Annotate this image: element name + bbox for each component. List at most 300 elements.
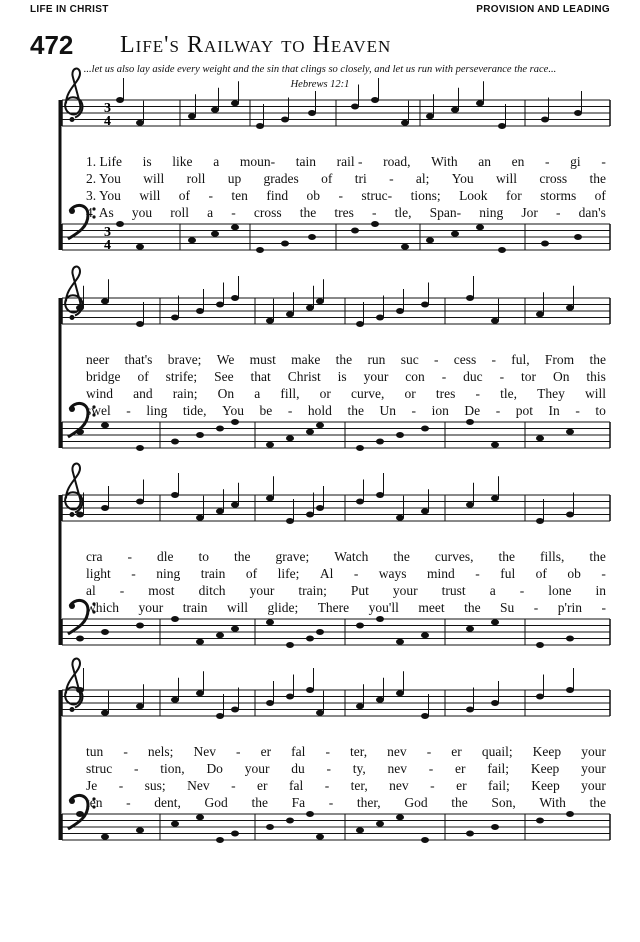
- lyric-syllable: the: [589, 795, 606, 810]
- lyric-syllable: fail;: [488, 778, 510, 793]
- lyric-syllable: Put: [350, 583, 369, 598]
- note: [316, 422, 324, 428]
- lyric-syllable: your: [581, 778, 606, 793]
- lyric-syllable: -: [556, 205, 561, 220]
- section-header: LIFE IN CHRIST: [30, 4, 109, 15]
- note: [136, 827, 144, 833]
- note: [316, 505, 324, 511]
- lyric-syllable: p'rin: [557, 600, 582, 615]
- lyric-syllable: tres: [334, 205, 354, 220]
- lyric-line-system-2-verse-4: [86, 403, 606, 419]
- lyric-syllable: pot: [515, 403, 533, 418]
- lyric-syllable: tun: [86, 744, 104, 759]
- note: [536, 642, 544, 648]
- lyric-syllable: a: [254, 386, 261, 401]
- note: [426, 237, 434, 243]
- note: [306, 429, 314, 435]
- note: [536, 818, 544, 824]
- lyric-line-system-1-verse-3: [86, 188, 606, 204]
- note: [466, 707, 474, 713]
- lyric-syllable: of: [594, 188, 606, 203]
- lyric-syllable: in: [595, 583, 606, 598]
- lyric-syllable: neer: [86, 352, 110, 367]
- note: [566, 429, 574, 435]
- note: [498, 247, 506, 253]
- note: [76, 811, 84, 817]
- note: [356, 623, 364, 629]
- lyric-syllable: of: [137, 369, 149, 384]
- lyric-syllable: -: [601, 566, 606, 581]
- lyric-syllable: -: [533, 600, 539, 615]
- lyric-syllable: They: [537, 386, 565, 401]
- lyric-syllable: fill,: [280, 386, 300, 401]
- note: [491, 619, 499, 625]
- lyric-syllable: mind: [427, 566, 455, 581]
- note: [466, 626, 474, 632]
- lyric-syllable: tres: [435, 386, 456, 401]
- note: [356, 499, 364, 505]
- lyric-syllable: al: [86, 583, 96, 598]
- lyric-syllable: suc: [400, 352, 419, 367]
- note: [196, 690, 204, 696]
- lyric-line-system-4-verse-4: [86, 795, 606, 811]
- lyric-syllable: -: [433, 352, 439, 367]
- lyric-syllable: -: [236, 744, 241, 759]
- lyric-syllable: strife;: [165, 369, 198, 384]
- note: [491, 442, 499, 448]
- note: [396, 639, 404, 645]
- lyric-syllable: cross: [539, 171, 568, 186]
- lyric-syllable: find: [266, 188, 289, 203]
- note: [491, 824, 499, 830]
- lyric-syllable: al;: [415, 171, 430, 186]
- lyric-syllable: ling: [146, 403, 168, 418]
- lyric-syllable: ful,: [511, 352, 530, 367]
- note: [396, 814, 404, 820]
- hymn-number: 472: [30, 30, 74, 60]
- lyric-syllable: ten: [86, 795, 103, 810]
- note: [216, 837, 224, 843]
- note: [286, 642, 294, 648]
- note: [491, 495, 499, 501]
- lyric-syllable: will: [496, 171, 518, 186]
- lyric-syllable: and: [133, 386, 153, 401]
- note: [196, 308, 204, 314]
- note: [101, 422, 109, 428]
- lyric-syllable: train: [182, 600, 208, 615]
- lyric-syllable: ning: [479, 205, 504, 220]
- lyric-syllable: tor: [521, 369, 537, 384]
- lyric-syllable: like: [172, 154, 193, 169]
- lyric-syllable: cess: [453, 352, 477, 367]
- lyric-syllable: 4. As: [86, 205, 114, 220]
- lyric-syllable: er: [456, 778, 467, 793]
- note: [376, 697, 384, 703]
- note: [171, 697, 179, 703]
- note: [171, 492, 179, 498]
- lyric-syllable: ditch: [198, 583, 226, 598]
- lyric-syllable: -: [119, 583, 125, 598]
- lyric-syllable: er: [257, 778, 268, 793]
- note: [536, 435, 544, 441]
- lyric-syllable: -: [326, 761, 331, 776]
- note: [316, 629, 324, 635]
- note: [421, 837, 429, 843]
- lyric-syllable: your: [138, 600, 164, 615]
- note: [466, 419, 474, 425]
- note: [376, 821, 384, 827]
- lyric-syllable: a: [213, 154, 220, 169]
- lyric-syllable: -: [134, 761, 139, 776]
- note: [76, 512, 84, 518]
- lyric-syllable: tle,: [500, 386, 517, 401]
- lyric-syllable: -: [131, 566, 136, 581]
- note: [211, 107, 219, 113]
- lyric-syllable: On: [552, 369, 570, 384]
- lyric-syllable: the: [589, 549, 606, 564]
- note: [376, 439, 384, 445]
- lyric-syllable: to: [595, 403, 606, 418]
- lyric-syllable: -: [324, 778, 330, 793]
- lyric-syllable: -: [575, 403, 580, 418]
- lyric-syllable: that's: [124, 352, 153, 367]
- lyric-syllable: Je: [86, 778, 98, 793]
- lyric-syllable: -: [118, 778, 124, 793]
- lyric-syllable: nev: [389, 778, 409, 793]
- lyric-syllable: nels;: [147, 744, 174, 759]
- note: [196, 515, 204, 521]
- lyric-syllable: fills,: [540, 549, 565, 564]
- lyric-syllable: is: [142, 154, 152, 169]
- note: [286, 518, 294, 524]
- note: [76, 636, 84, 642]
- lyric-syllable: the: [393, 549, 410, 564]
- note: [451, 231, 459, 237]
- lyric-syllable: ways: [378, 566, 407, 581]
- lyric-syllable: See: [214, 369, 234, 384]
- lyric-syllable: fal: [291, 744, 306, 759]
- note: [351, 104, 359, 110]
- lyric-syllable: -: [126, 795, 131, 810]
- lyric-syllable: you: [131, 205, 153, 220]
- note: [396, 690, 404, 696]
- lyric-syllable: -: [601, 600, 606, 615]
- lyric-syllable: bridge: [86, 369, 121, 384]
- lyric-syllable: the: [464, 600, 481, 615]
- lyric-syllable: the: [251, 795, 268, 810]
- note: [231, 224, 239, 230]
- lyric-syllable: On: [217, 386, 235, 401]
- note: [231, 626, 239, 632]
- note: [101, 629, 109, 635]
- lyric-syllable: -: [338, 188, 343, 203]
- lyric-syllable: -: [123, 744, 128, 759]
- note: [396, 432, 404, 438]
- lyric-line-system-1-verse-1: [86, 154, 606, 170]
- lyric-syllable: You: [222, 403, 244, 418]
- lyric-syllable: life;: [277, 566, 300, 581]
- lyric-syllable: en: [511, 154, 525, 169]
- lyric-syllable: your: [363, 369, 389, 384]
- note: [396, 515, 404, 521]
- note: [281, 117, 289, 123]
- lyric-line-system-1-verse-2: [86, 171, 606, 187]
- lyric-syllable: -: [353, 566, 359, 581]
- lyric-syllable: -: [231, 205, 236, 220]
- lyric-line-system-3-verse-1: [86, 549, 606, 565]
- note: [421, 508, 429, 514]
- lyric-syllable: make: [291, 352, 321, 367]
- lyric-syllable: -: [601, 154, 606, 169]
- note: [136, 244, 144, 250]
- note: [491, 318, 499, 324]
- lyric-syllable: that: [250, 369, 271, 384]
- lyric-syllable: -: [325, 744, 330, 759]
- lyric-syllable: -: [231, 778, 236, 793]
- note: [371, 97, 379, 103]
- lyric-syllable: -: [441, 369, 447, 384]
- note: [211, 231, 219, 237]
- note: [421, 426, 429, 432]
- lyric-syllable: lone: [548, 583, 572, 598]
- lyric-syllable: up: [227, 171, 242, 186]
- note: [101, 834, 109, 840]
- note: [231, 707, 239, 713]
- lyric-syllable: -: [389, 171, 394, 186]
- note: [196, 814, 204, 820]
- note: [306, 512, 314, 518]
- lyric-syllable: of: [321, 171, 333, 186]
- lyric-syllable: train: [200, 566, 226, 581]
- note: [266, 824, 274, 830]
- lyric-syllable: which: [86, 600, 119, 615]
- note: [266, 442, 274, 448]
- lyric-line-system-2-verse-3: [86, 386, 606, 402]
- lyric-syllable: train;: [298, 583, 327, 598]
- lyric-syllable: to: [198, 549, 209, 564]
- lyric-line-system-4-verse-2: [86, 761, 606, 777]
- lyric-syllable: fal: [288, 778, 304, 793]
- lyric-syllable: of: [245, 566, 258, 581]
- note: [216, 508, 224, 514]
- lyric-syllable: Son,: [491, 795, 516, 810]
- note: [401, 120, 409, 126]
- note: [498, 123, 506, 129]
- lyric-syllable: the: [589, 352, 606, 367]
- lyric-syllable: -: [495, 403, 501, 418]
- lyric-syllable: tions;: [410, 188, 441, 203]
- note: [466, 295, 474, 301]
- lyric-syllable: er: [260, 744, 272, 759]
- lyric-syllable: ter,: [350, 778, 368, 793]
- note: [286, 311, 294, 317]
- note: [231, 419, 239, 425]
- lyric-syllable: for: [506, 188, 522, 203]
- lyric-syllable: -: [428, 761, 434, 776]
- note: [491, 700, 499, 706]
- lyric-syllable: Su: [500, 600, 515, 615]
- lyric-syllable: sus;: [144, 778, 166, 793]
- lyric-syllable: We: [216, 352, 235, 367]
- treble-staff-3: [62, 464, 610, 524]
- lyric-syllable: tide,: [182, 403, 207, 418]
- lyric-syllable: light: [86, 566, 111, 581]
- lyric-syllable: nev: [387, 744, 407, 759]
- note: [451, 107, 459, 113]
- note: [356, 703, 364, 709]
- note: [426, 113, 434, 119]
- lyric-syllable: There: [317, 600, 350, 615]
- note: [351, 228, 359, 234]
- lyric-line-system-3-verse-4: [86, 600, 606, 616]
- lyric-syllable: -: [126, 403, 131, 418]
- note: [231, 831, 239, 837]
- lyric-syllable: roll: [186, 171, 206, 186]
- lyric-syllable: tain: [295, 154, 316, 169]
- epigraph: ...let us also lay aside every weight and the sin that clings so closely, and let us run with perseverance the race...: [83, 64, 557, 75]
- note: [76, 687, 84, 693]
- note: [316, 710, 324, 716]
- lyric-syllable: Fa: [291, 795, 306, 810]
- lyric-syllable: hold: [307, 403, 332, 418]
- lyric-syllable: the: [347, 403, 364, 418]
- note: [256, 123, 264, 129]
- lyric-syllable: du: [291, 761, 305, 776]
- note: [574, 234, 582, 240]
- note: [356, 321, 364, 327]
- treble-staff-2: [62, 267, 610, 327]
- note: [171, 616, 179, 622]
- note: [308, 234, 316, 240]
- note: [76, 305, 84, 311]
- lyric-syllable: Jor: [521, 205, 538, 220]
- note: [266, 619, 274, 625]
- lyric-syllable: will: [584, 386, 606, 401]
- lyric-syllable: wind: [86, 386, 113, 401]
- note: [376, 492, 384, 498]
- lyric-syllable: God: [404, 795, 428, 810]
- note: [566, 811, 574, 817]
- note: [316, 834, 324, 840]
- treble-staff-4: [62, 659, 610, 719]
- lyric-syllable: curve,: [351, 386, 385, 401]
- lyric-syllable: will: [226, 600, 248, 615]
- note: [136, 120, 144, 126]
- lyric-syllable: -: [208, 188, 213, 203]
- lyric-syllable: ning: [156, 566, 181, 581]
- lyric-line-system-3-verse-2: [86, 566, 606, 582]
- lyric-syllable: will: [139, 188, 161, 203]
- lyric-line-system-3-verse-3: [86, 583, 606, 599]
- lyric-syllable: Un: [379, 403, 396, 418]
- note: [566, 636, 574, 642]
- note: [371, 221, 379, 227]
- lyric-syllable: In: [548, 403, 560, 418]
- lyric-syllable: -: [545, 154, 550, 169]
- note: [266, 700, 274, 706]
- note: [376, 616, 384, 622]
- lyric-syllable: dle: [156, 549, 174, 564]
- lyric-syllable: er: [455, 761, 466, 776]
- note: [116, 97, 124, 103]
- lyric-line-system-2-verse-2: [86, 369, 606, 385]
- lyric-syllable: the: [589, 171, 606, 186]
- note: [196, 432, 204, 438]
- lyric-syllable: ion: [431, 403, 449, 418]
- note: [266, 318, 274, 324]
- note: [171, 439, 179, 445]
- lyric-syllable: moun-: [239, 154, 276, 169]
- lyric-syllable: Nev: [193, 744, 216, 759]
- lyric-syllable: -: [328, 795, 334, 810]
- note: [306, 687, 314, 693]
- lyric-syllable: will: [143, 171, 165, 186]
- lyric-syllable: Al: [319, 566, 334, 581]
- lyric-syllable: or: [319, 386, 331, 401]
- lyric-line-system-2-verse-1: [86, 352, 606, 368]
- lyric-syllable: 2. You: [86, 171, 121, 186]
- lyric-syllable: duc: [463, 369, 483, 384]
- note: [536, 518, 544, 524]
- lyric-syllable: the: [451, 795, 468, 810]
- lyric-syllable: Keep: [532, 744, 562, 759]
- note: [136, 703, 144, 709]
- lyric-syllable: er: [451, 744, 462, 759]
- lyric-syllable: your: [392, 583, 418, 598]
- lyric-syllable: -: [519, 583, 525, 598]
- subsection-header: PROVISION AND LEADING: [476, 4, 610, 15]
- lyric-syllable: tri: [354, 171, 367, 186]
- lyric-syllable: this: [586, 369, 606, 384]
- note: [136, 499, 144, 505]
- lyric-syllable: struc-: [361, 188, 393, 203]
- lyric-syllable: -: [127, 549, 132, 564]
- hymn-title: Life's Railway to Heaven: [120, 32, 392, 58]
- treble-staff-1: [62, 69, 610, 129]
- lyric-syllable: an: [478, 154, 491, 169]
- note: [231, 295, 239, 301]
- lyric-syllable: Do: [206, 761, 223, 776]
- lyric-syllable: a: [489, 583, 496, 598]
- note: [376, 315, 384, 321]
- note: [171, 821, 179, 827]
- note: [136, 321, 144, 327]
- note: [216, 302, 224, 308]
- lyric-syllable: 3. You: [86, 188, 121, 203]
- lyric-syllable: be: [259, 403, 273, 418]
- lyric-syllable: the: [234, 549, 251, 564]
- note: [216, 632, 224, 638]
- scripture-reference: Hebrews 12:1: [290, 79, 350, 90]
- note: [76, 429, 84, 435]
- note: [421, 302, 429, 308]
- lyric-syllable: your: [581, 744, 606, 759]
- note: [188, 113, 196, 119]
- lyric-syllable: of: [535, 566, 547, 581]
- lyric-syllable: 1. Life: [86, 154, 122, 169]
- note: [536, 311, 544, 317]
- lyric-syllable: is: [337, 369, 347, 384]
- lyric-syllable: the: [498, 549, 515, 564]
- lyric-syllable: ty,: [352, 761, 366, 776]
- lyric-syllable: the: [335, 352, 353, 367]
- lyric-syllable: cra: [86, 549, 103, 564]
- lyric-syllable: curves,: [434, 549, 474, 564]
- lyric-syllable: meet: [418, 600, 445, 615]
- note: [574, 110, 582, 116]
- lyric-syllable: ob: [306, 188, 321, 203]
- lyric-syllable: quail;: [481, 744, 513, 759]
